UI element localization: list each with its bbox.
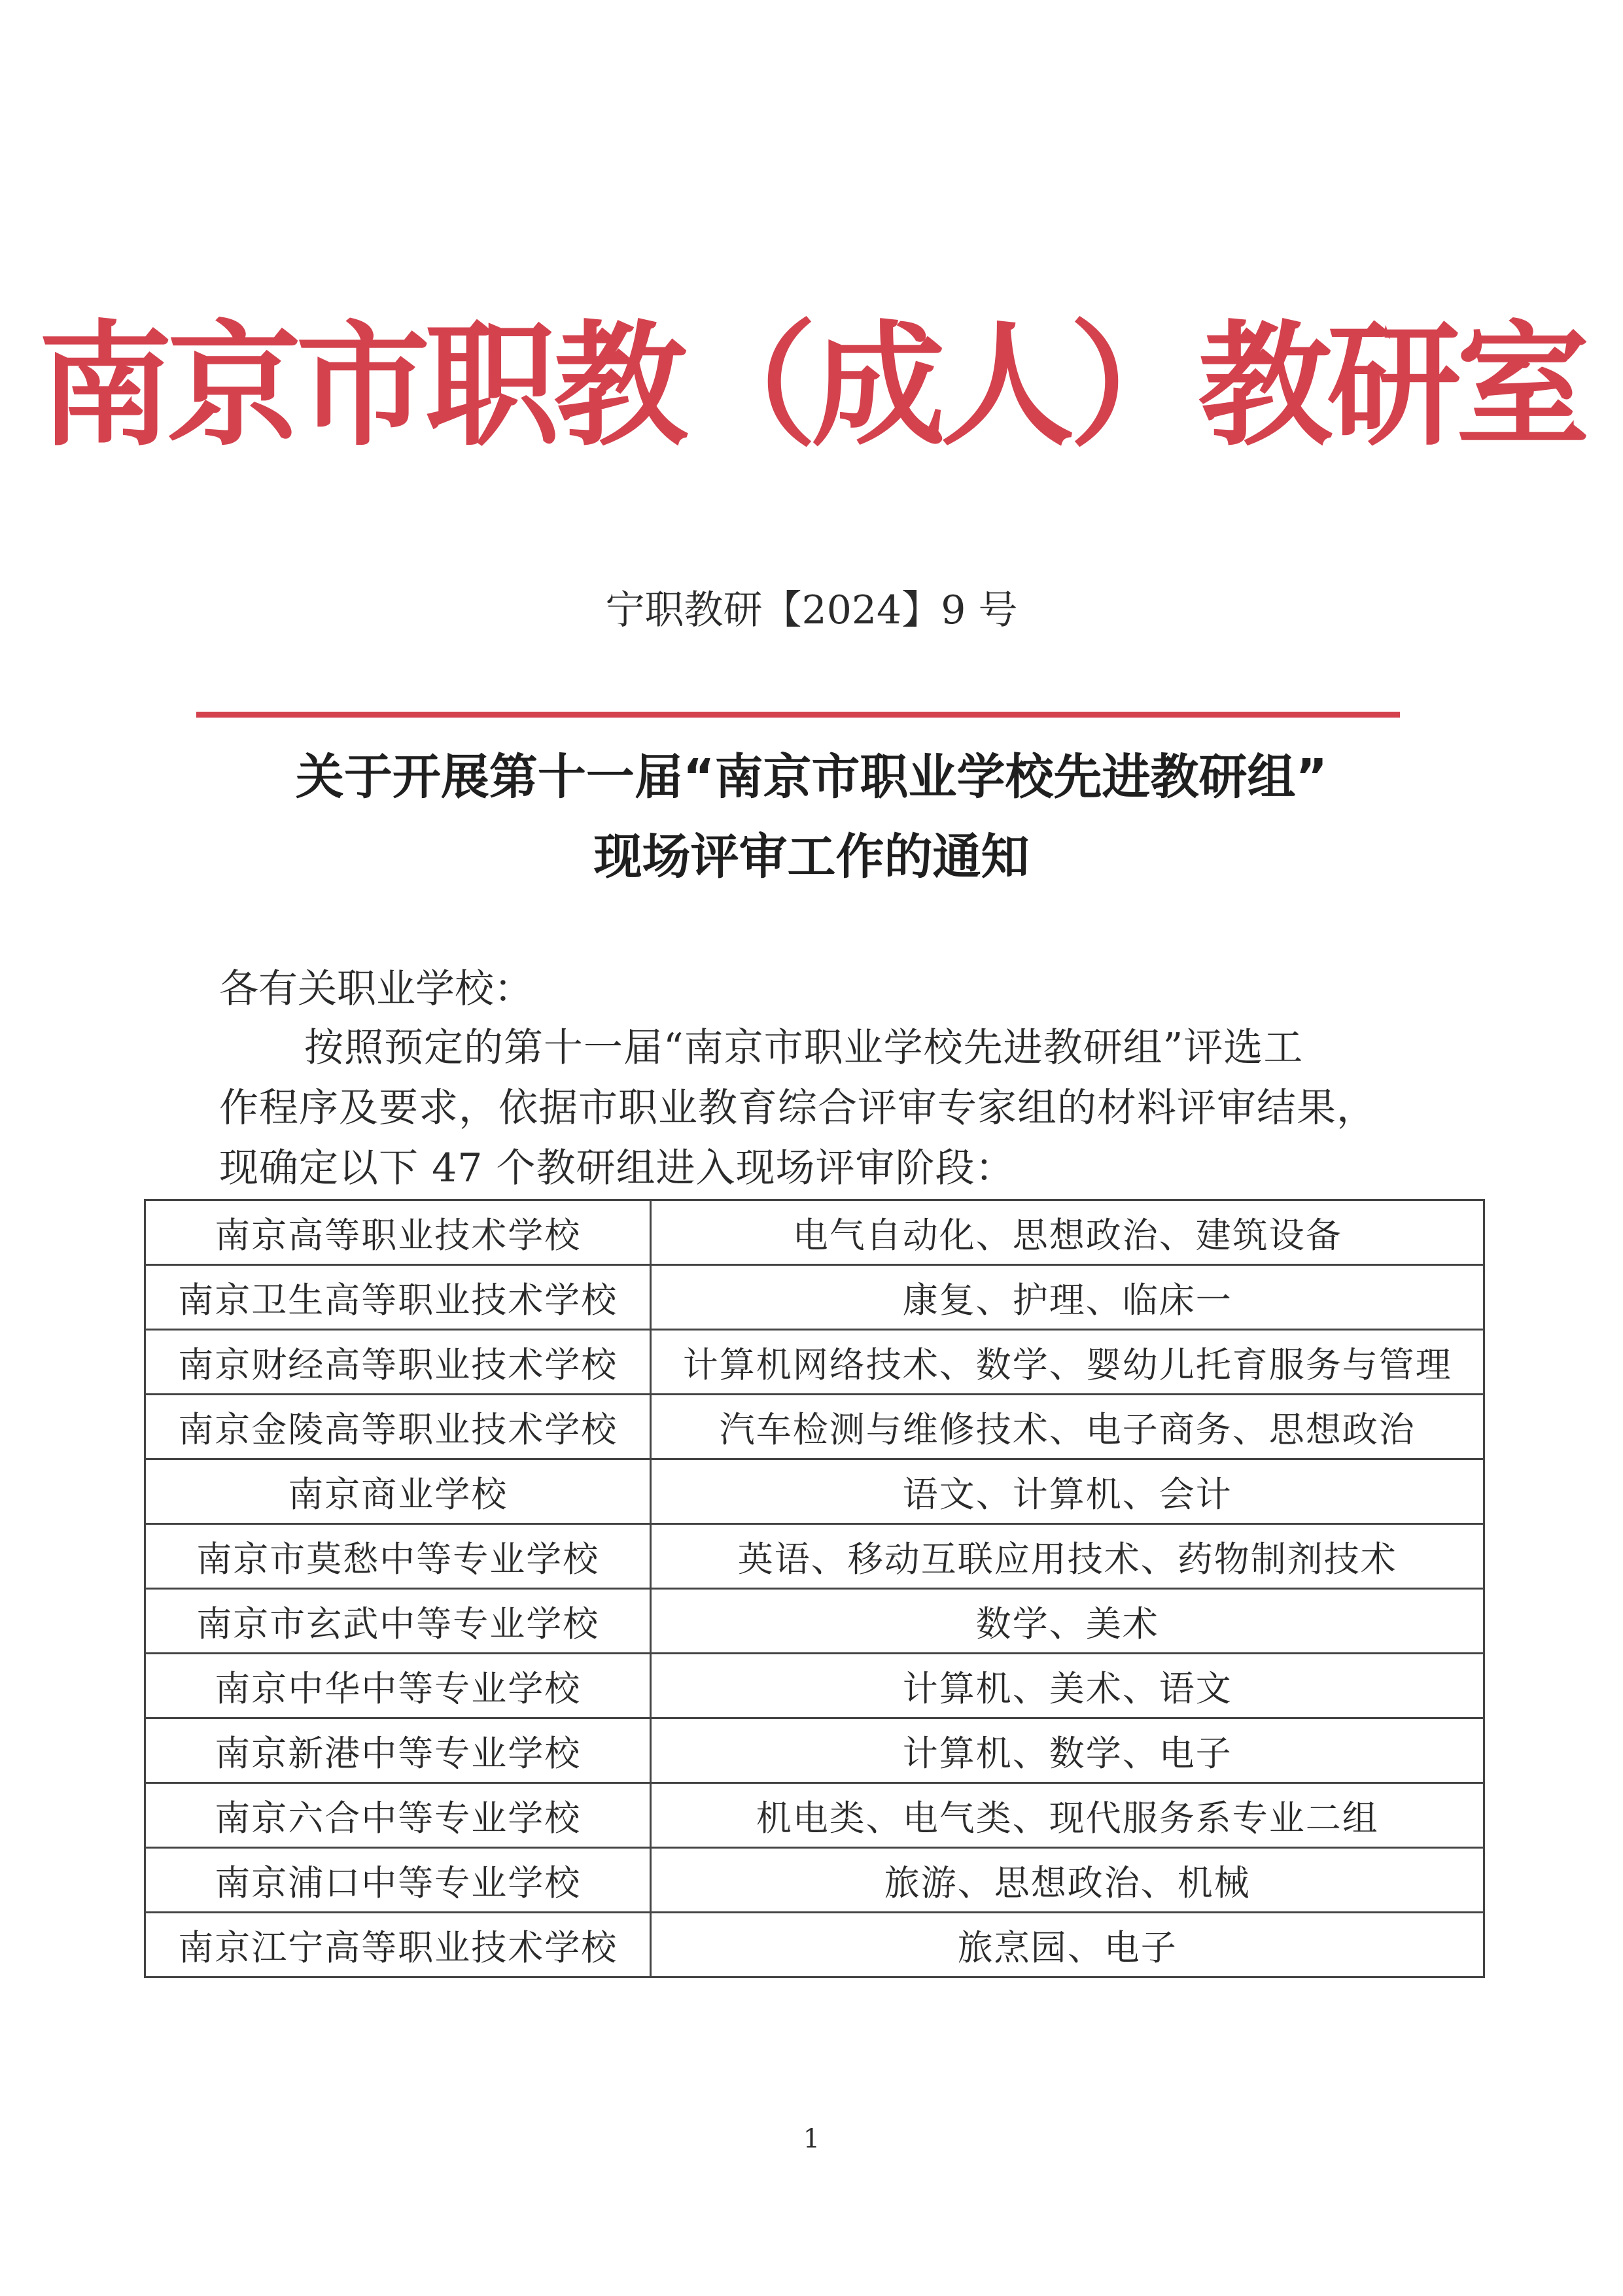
table-row: [145, 1330, 1484, 1395]
salutation: 各有关职业学校：: [219, 966, 533, 1012]
school-name-cell: 南京中华中等专业学校: [145, 1654, 651, 1718]
research-groups-cell: 计算机、数学、电子: [651, 1718, 1484, 1783]
research-groups-cell: 数学、美术: [651, 1589, 1484, 1654]
table-row: [145, 1783, 1484, 1848]
table-row: [145, 1459, 1484, 1524]
paragraph-line: 按照预定的第十一届“南京市职业学校先进教研组”评选工: [304, 1025, 1304, 1071]
red-divider-line: [196, 712, 1400, 718]
school-name-cell: 南京卫生高等职业技术学校: [145, 1265, 651, 1330]
school-name-cell: 南京新港中等专业学校: [145, 1718, 651, 1783]
research-groups-cell: 英语、移动互联应用技术、药物制剂技术: [651, 1524, 1484, 1589]
school-name-cell: 南京商业学校: [145, 1459, 651, 1524]
notice-title-line-1: 关于开展第十一届“南京市职业学校先进教研组”: [295, 749, 1328, 805]
research-groups-cell: 旅游、思想政治、机械: [651, 1848, 1484, 1913]
table-row: [145, 1395, 1484, 1459]
notice-title-line-2: 现场评审工作的通知: [593, 829, 1030, 885]
school-groups-table: [144, 1199, 1485, 1978]
table-row: [145, 1654, 1484, 1718]
paragraph-line: 现确定以下 47 个教研组进入现场评审阶段：: [219, 1145, 1015, 1191]
research-groups-cell: 计算机网络技术、数学、婴幼儿托育服务与管理: [651, 1330, 1484, 1395]
school-name-cell: 南京市玄武中等专业学校: [145, 1589, 651, 1654]
research-groups-cell: 电气自动化、思想政治、建筑设备: [651, 1200, 1484, 1265]
page-number: 1: [803, 2124, 820, 2154]
table-row: [145, 1524, 1484, 1589]
table-row: [145, 1589, 1484, 1654]
table-row: [145, 1848, 1484, 1913]
research-groups-cell: 康复、护理、临床一: [651, 1265, 1484, 1330]
school-name-cell: 南京江宁高等职业技术学校: [145, 1913, 651, 1977]
research-groups-cell: 旅烹园、电子: [651, 1913, 1484, 1977]
table-row: [145, 1913, 1484, 1977]
school-name-cell: 南京高等职业技术学校: [145, 1200, 651, 1265]
table-row: [145, 1200, 1484, 1265]
research-groups-cell: 计算机、美术、语文: [651, 1654, 1484, 1718]
table-row: [145, 1265, 1484, 1330]
research-groups-cell: 汽车检测与维修技术、电子商务、思想政治: [651, 1395, 1484, 1459]
school-name-cell: 南京金陵高等职业技术学校: [145, 1395, 651, 1459]
research-groups-cell: 机电类、电气类、现代服务系专业二组: [651, 1783, 1484, 1848]
school-name-cell: 南京市莫愁中等专业学校: [145, 1524, 651, 1589]
research-groups-cell: 语文、计算机、会计: [651, 1459, 1484, 1524]
school-name-cell: 南京浦口中等专业学校: [145, 1848, 651, 1913]
paragraph-line: 作程序及要求，依据市职业教育综合评审专家组的材料评审结果，: [219, 1085, 1376, 1131]
issuer-title: 南京市职教（成人）教研室: [38, 307, 1585, 464]
document-number: 宁职教研【2024】9 号: [605, 587, 1018, 633]
table-row: [145, 1718, 1484, 1783]
school-name-cell: 南京六合中等专业学校: [145, 1783, 651, 1848]
school-name-cell: 南京财经高等职业技术学校: [145, 1330, 651, 1395]
